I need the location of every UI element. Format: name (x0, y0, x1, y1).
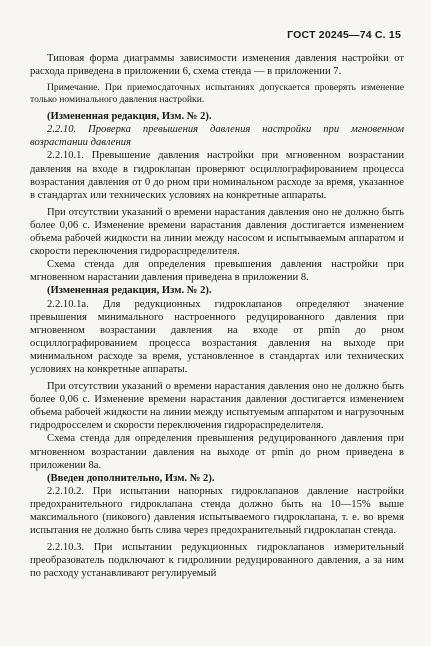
document-body (30, 52, 404, 580)
paragraph: 2.2.10.2. При испытании напорных гидроклапанов давление настройки предохранительного гидроклапана стенда должно быть на 10—15% выше максимального (пикового) давления испытываемого гидроклапана, т. е. во время испытания не должно быть слива через предохранительный гидроклапан стенда. (30, 485, 404, 537)
amendment-note: (Измененная редакция, Изм. № 2). (47, 285, 212, 297)
paragraph: 2.2.10.1а. Для редукционных гидроклапанов определяют значение превышения минимального настроенного редуцированного давления при мгновенном возрастании давления на входе от pmin до pном осциллографированием процесса возрастания давления на выходе при минимальном расходе за время, установленное в стандартах или технических условиях на конкретные аппараты. (30, 298, 404, 375)
paragraph: При отсутствии указаний о времени нарастания давления оно не должно быть более 0,06 с. Изменение времени нарастания давления достигается изменением объема рабочей жидкости на линии между испытуемым аппаратом и нагрузочным гидродросселем и скорости переключения гидрораспределителя. (30, 381, 404, 432)
amendment-note: (Введен дополнительно, Изм. № 2). (47, 472, 215, 484)
page-header: ГОСТ 20245—74 С. 15 (287, 29, 401, 41)
section-heading: 2.2.10. Проверка превышения давления настройки при мгновенном возрастании давления (30, 124, 404, 149)
paragraph: Схема стенда для определения превышения редуцированного давления при мгновенном возрастании давления на выходе от pmin до pном приведена в приложении 8а. (30, 433, 404, 471)
paragraph: 2.2.10.3. При испытании редукционных гидроклапанов измерительный преобразователь подключают к гидролинии редуцированного давления, а за ним по расходу устанавливают регулируемый (30, 542, 404, 580)
paragraph: При отсутствии указаний о времени нарастания давления оно не должно быть более 0,06 с. Изменение времени нарастания давления достигается изменением объема рабочей жидкости на линии между насосом и испытываемым аппаратом и скорости переключения гидрораспределителя. (30, 206, 404, 258)
paragraph: 2.2.10.1. Превышение давления настройки при мгновенном возрастании давления на входе в гидроклапан проверяют осциллографированием процесса возрастания давления от 0 до pном при номинальном расходе за время, указанное в стандартах или технических условиях на конкретные аппараты. (30, 150, 404, 201)
amendment-note: (Измененная редакция, Изм. № 2). (47, 111, 212, 123)
paragraph: Типовая форма диаграммы зависимости изменения давления настройки от расхода приведена в приложении 6, схема стенда — в приложении 7. (30, 53, 404, 78)
paragraph: Схема стенда для определения превышения давления настройки при мгновенном нарастании давления приведена в приложении 8. (30, 259, 404, 284)
note: Примечание. При приемосдаточных испытаниях допускается проверять изменение только номинального давления настройки. (30, 82, 404, 106)
